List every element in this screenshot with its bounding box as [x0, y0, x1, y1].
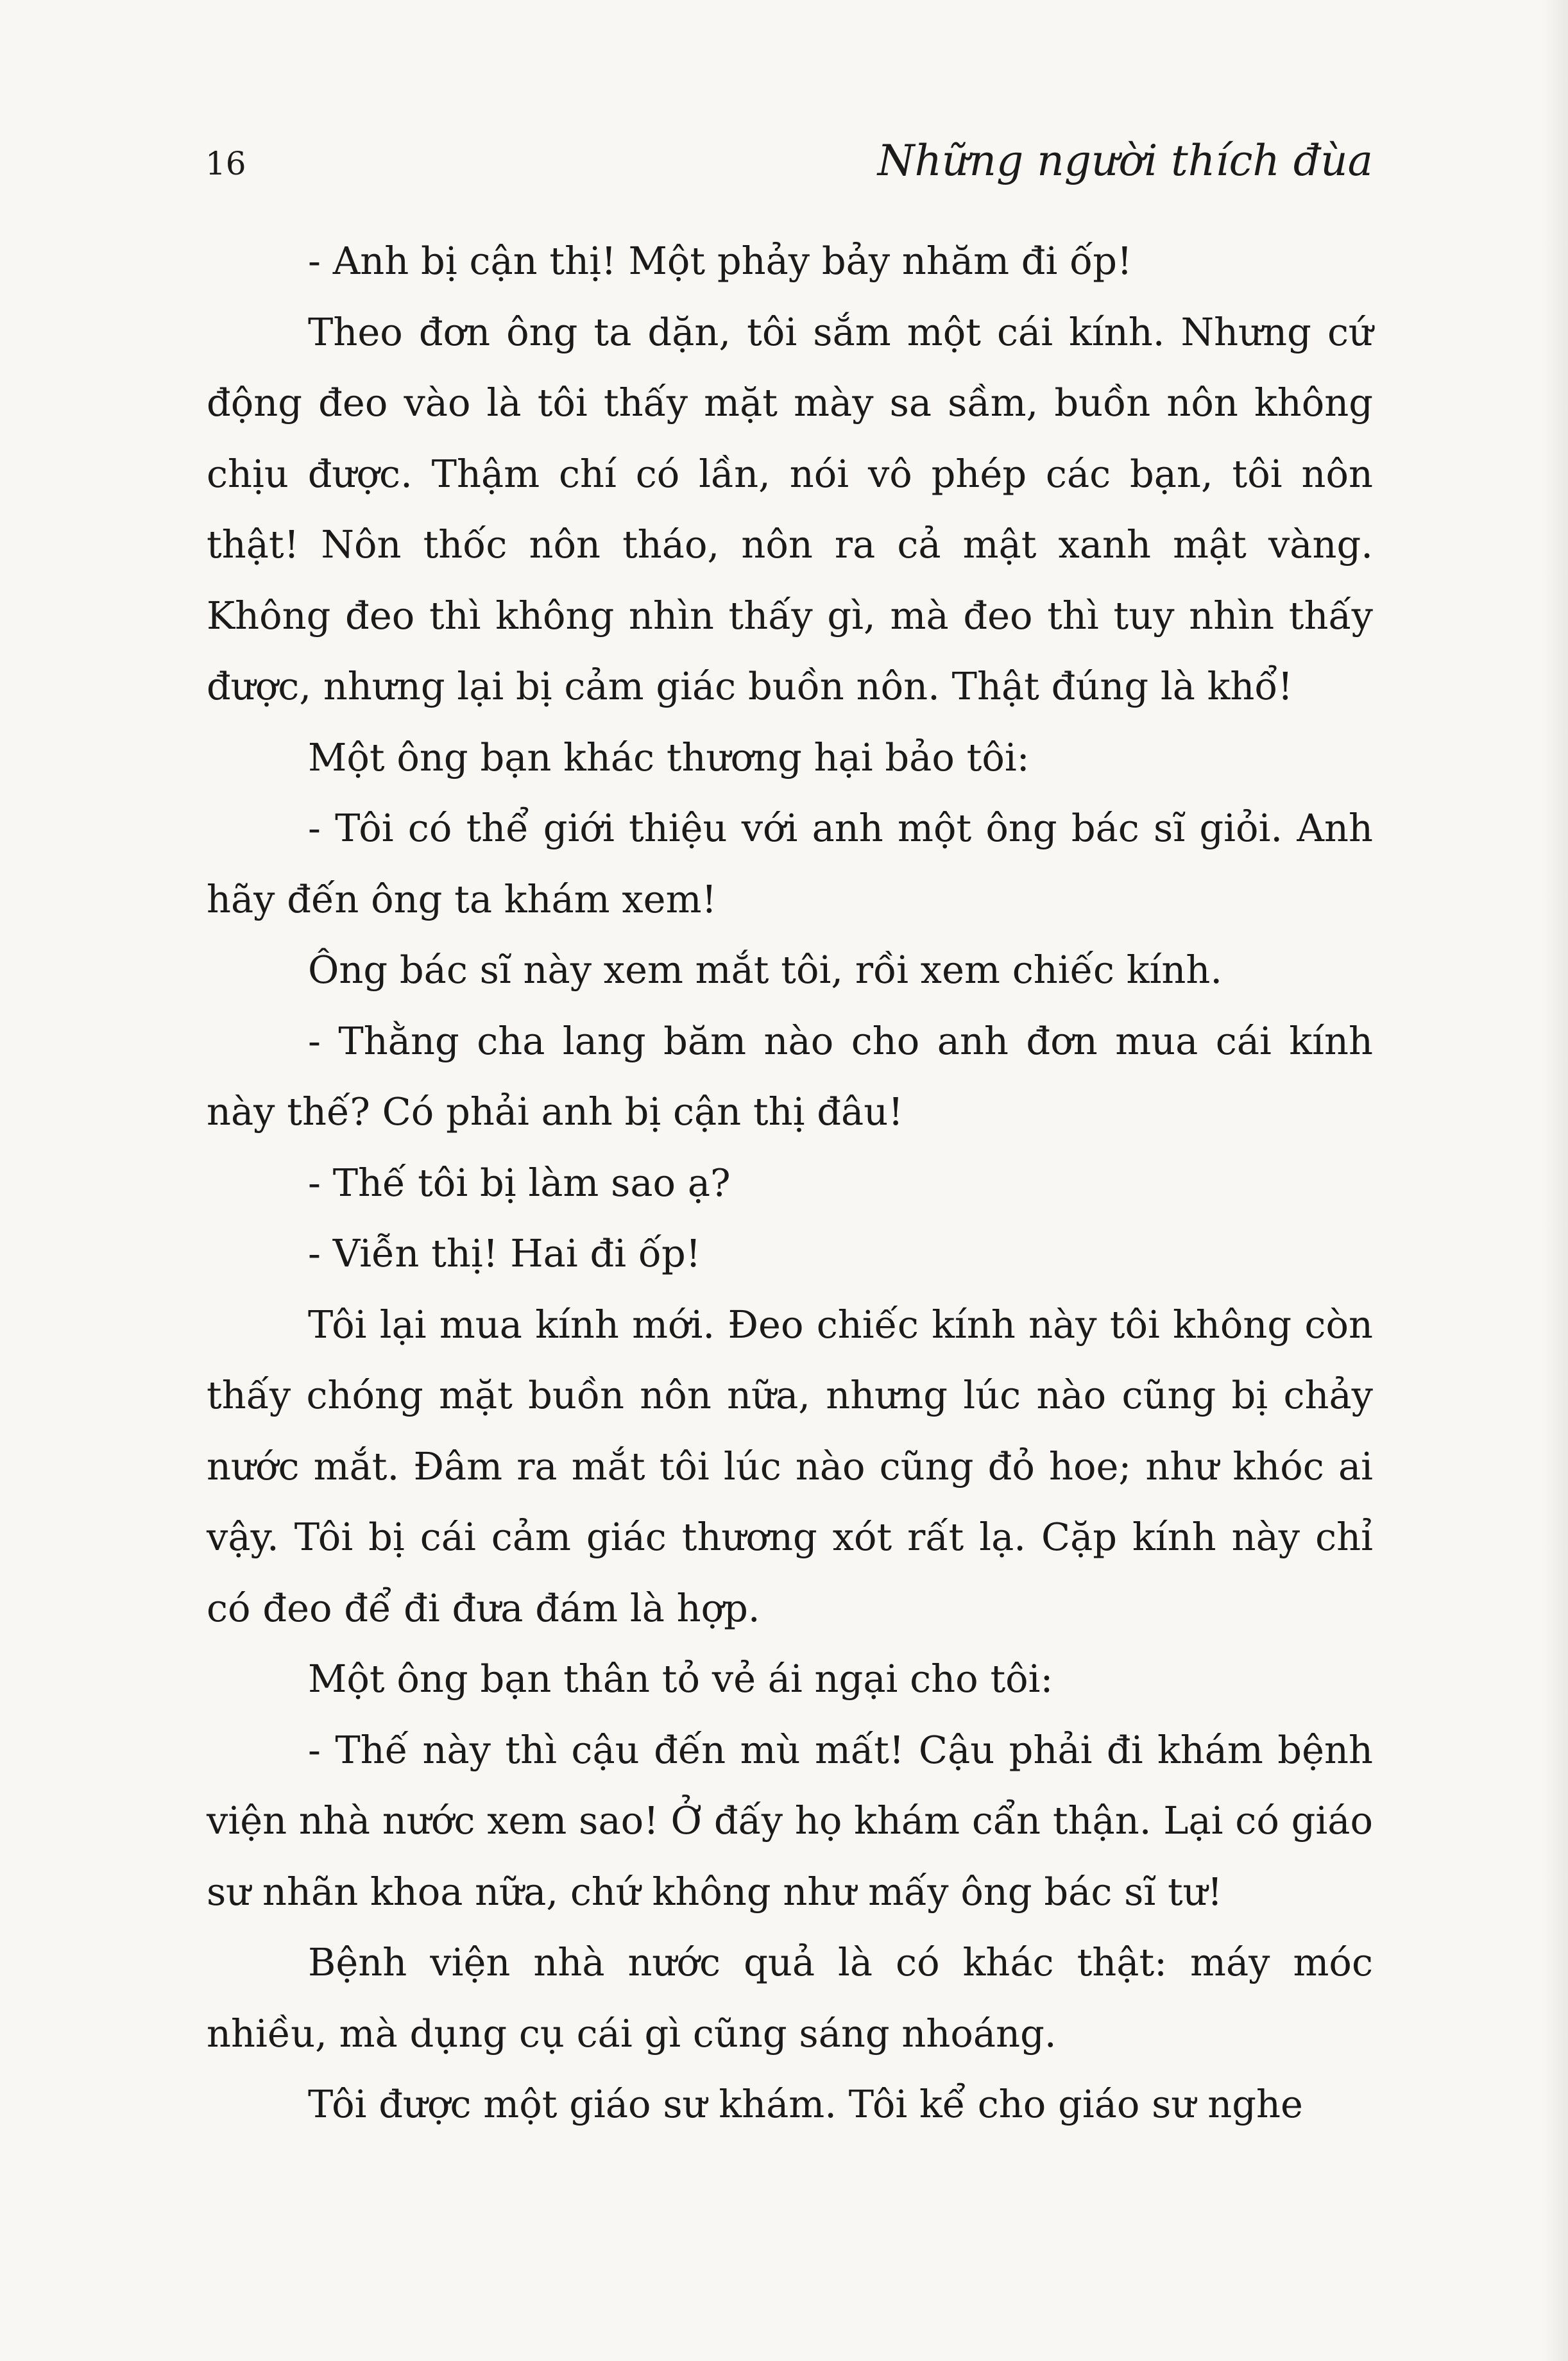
paragraph: Một ông bạn khác thương hại bảo tôi:	[308, 735, 1030, 780]
paragraph: Theo đơn ông ta dặn, tôi sắm một cái kính. Nhưng cứ động đeo vào là tôi thấy mặt mày sa sầm, buồn nôn không chịu được. Thậm chí có lần, nói vô phép các bạn, tôi nôn thật! Nôn thốc nôn tháo, nôn ra cả mật xanh mật vàng. Không đeo thì không nhìn thấy gì, mà đeo thì tuy nhìn thấy được, nhưng lại bị cảm giác buồn nôn. Thật đúng là khổ!	[207, 309, 1373, 708]
paragraph: - Thằng cha lang băm nào cho anh đơn mua cái kính này thế? Có phải anh bị cận thị đâu!	[207, 1018, 1373, 1134]
paragraph: - Anh bị cận thị! Một phảy bảy nhăm đi ốp!	[308, 239, 1132, 283]
page-header	[205, 132, 1373, 189]
body-text	[207, 226, 1373, 2140]
paragraph: - Viễn thị! Hai đi ốp!	[308, 1231, 701, 1275]
paragraph: Tôi lại mua kính mới. Đeo chiếc kính này tôi không còn thấy chóng mặt buồn nôn nữa, nhưng lúc nào cũng bị chảy nước mắt. Đâm ra mắt tôi lúc nào cũng đỏ hoe; như khóc ai vậy. Tôi bị cái cảm giác thương xót rất lạ. Cặp kính này chỉ có đeo để đi đưa đám là hợp.	[207, 1302, 1373, 1630]
paragraph: - Thế này thì cậu đến mù mất! Cậu phải đi khám bệnh viện nhà nước xem sao! Ở đấy họ khám cẩn thận. Lại có giáo sư nhãn khoa nữa, chứ không như mấy ông bác sĩ tư!	[207, 1727, 1373, 1914]
page-edge-shadow	[1542, 0, 1568, 2361]
paragraph: - Tôi có thể giới thiệu với anh một ông bác sĩ giỏi. Anh hãy đến ông ta khám xem!	[207, 806, 1373, 921]
running-title: Những người thích đùa	[877, 136, 1373, 185]
paragraph: Ông bác sĩ này xem mắt tôi, rồi xem chiếc kính.	[308, 948, 1223, 992]
paragraph: Bệnh viện nhà nước quả là có khác thật: máy móc nhiều, mà dụng cụ cái gì cũng sáng nhoáng.	[207, 1940, 1373, 2056]
paragraph: Tôi được một giáo sư khám. Tôi kể cho giáo sư nghe	[308, 2082, 1303, 2126]
paragraph: - Thế tôi bị làm sao ạ?	[308, 1160, 731, 1205]
paragraph: Một ông bạn thân tỏ vẻ ái ngại cho tôi:	[308, 1657, 1053, 1701]
page-number: 16	[205, 145, 246, 182]
